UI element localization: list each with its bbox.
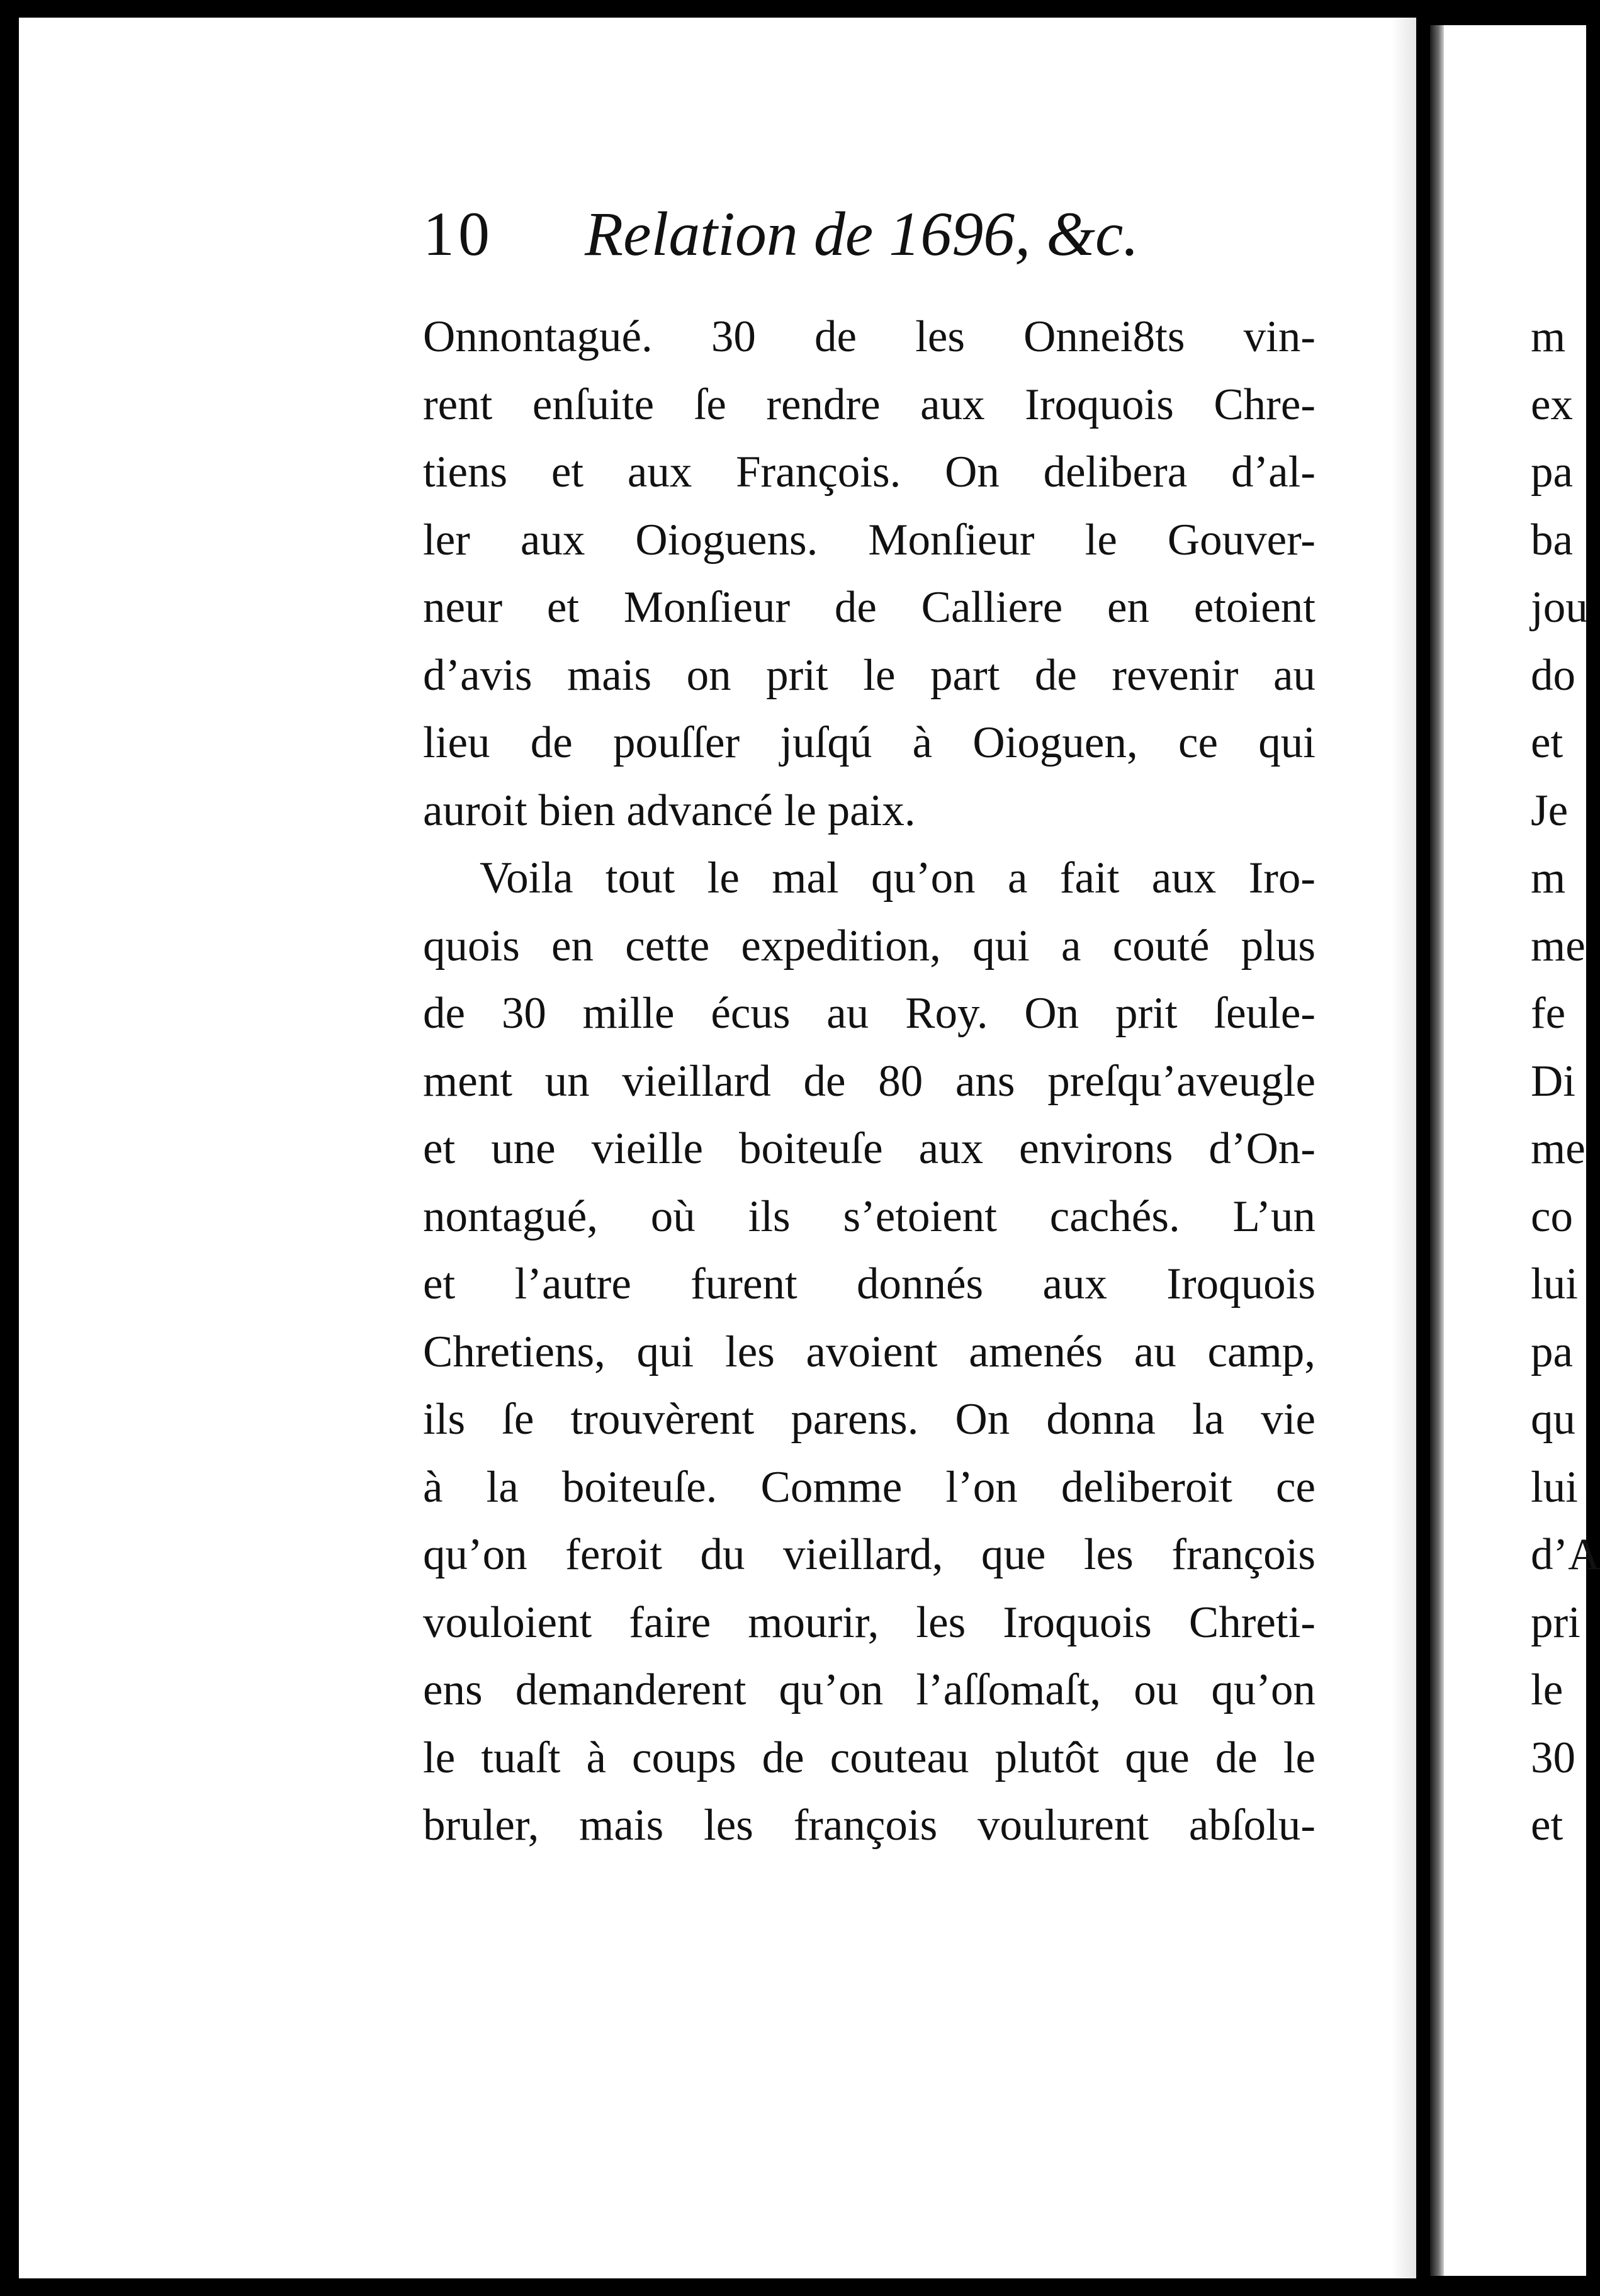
facing-line-fragment: me — [1531, 1124, 1586, 1173]
text-line: et l’autre furent donnés aux Iroquois — [423, 1259, 1315, 1308]
text-line: nontagué, où ils s’etoient cachés. L’un — [423, 1191, 1315, 1241]
spine-shadow — [1430, 25, 1444, 2276]
facing-line-fragment: Je — [1531, 785, 1569, 835]
text-line: tiens et aux François. On delibera d’al- — [423, 447, 1315, 497]
facing-line-fragment: et — [1531, 1801, 1563, 1850]
facing-line-fragment: m — [1531, 312, 1566, 361]
facing-line-fragment: lui — [1531, 1462, 1578, 1512]
running-head — [423, 199, 1139, 269]
text-line: Onnontagué. 30 de les Onnei8ts vin- — [423, 312, 1315, 361]
page-edge-shadow — [1391, 18, 1416, 2278]
facing-line-fragment: pa — [1531, 1327, 1574, 1376]
facing-line-fragment: qu — [1531, 1395, 1575, 1444]
paragraph-first-line: Voila tout le mal qu’on a fait aux Iro- — [480, 853, 1315, 903]
facing-line-fragment: do — [1531, 650, 1575, 700]
body-text — [423, 303, 1315, 1860]
text-line: ils ſe trouvèrent parens. On donna la vie — [423, 1395, 1315, 1444]
text-line: d’avis mais on prit le part de revenir au — [423, 650, 1315, 700]
facing-line-fragment: m — [1531, 853, 1566, 903]
facing-line-fragment: d’A — [1531, 1530, 1600, 1579]
text-line: ment un vieillard de 80 ans preſqu’aveugle — [423, 1056, 1315, 1106]
facing-line-fragment: me — [1531, 921, 1586, 971]
facing-line-fragment: ex — [1531, 380, 1574, 429]
text-line: Chretiens, qui les avoient amenés au camp, — [423, 1327, 1315, 1376]
facing-line-fragment: co — [1531, 1191, 1574, 1241]
text-line: vouloient faire mourir, les Iroquois Chreti- — [423, 1597, 1315, 1647]
facing-line-fragment: ba — [1531, 515, 1574, 565]
facing-line-fragment: pri — [1531, 1597, 1580, 1647]
facing-line-fragment: fe — [1531, 989, 1566, 1038]
text-line: ens demanderent qu’on l’aſſomaſt, ou qu’on — [423, 1665, 1315, 1714]
text-line: bruler, mais les françois voulurent abſolu- — [423, 1801, 1315, 1850]
facing-line-fragment: pa — [1531, 447, 1574, 497]
text-line: lieu de pouſſer juſqú à Oioguen, ce qui — [423, 718, 1315, 767]
text-line: ler aux Oioguens. Monſieur le Gouver- — [423, 515, 1315, 565]
text-line: rent enſuite ſe rendre aux Iroquois Chre- — [423, 380, 1315, 429]
text-line: à la boiteuſe. Comme l’on deliberoit ce — [423, 1462, 1315, 1512]
facing-line-fragment: 30 — [1531, 1733, 1575, 1782]
text-line: qu’on feroit du vieillard, que les françois — [423, 1530, 1315, 1579]
facing-page-fragments — [1531, 303, 1600, 1860]
facing-line-fragment: le — [1531, 1665, 1563, 1714]
running-title: Relation de 1696, &c. — [585, 199, 1139, 269]
facing-line-fragment: et — [1531, 718, 1563, 767]
text-line: quois en cette expedition, qui a couté plus — [423, 921, 1315, 971]
facing-line-fragment: jou — [1531, 583, 1588, 632]
book-gutter — [1416, 0, 1429, 2296]
text-line: le tuaſt à coups de couteau plutôt que de le — [423, 1733, 1315, 1782]
text-line: neur et Monſieur de Calliere en etoient — [423, 583, 1315, 632]
text-line: de 30 mille écus au Roy. On prit ſeule- — [423, 989, 1315, 1038]
text-line: et une vieille boiteuſe aux environs d’On- — [423, 1124, 1315, 1173]
facing-line-fragment: lui — [1531, 1259, 1578, 1308]
text-line: auroit bien advancé le paix. — [423, 785, 916, 835]
facing-line-fragment: Di — [1531, 1056, 1575, 1106]
page-number: 10 — [423, 199, 493, 269]
